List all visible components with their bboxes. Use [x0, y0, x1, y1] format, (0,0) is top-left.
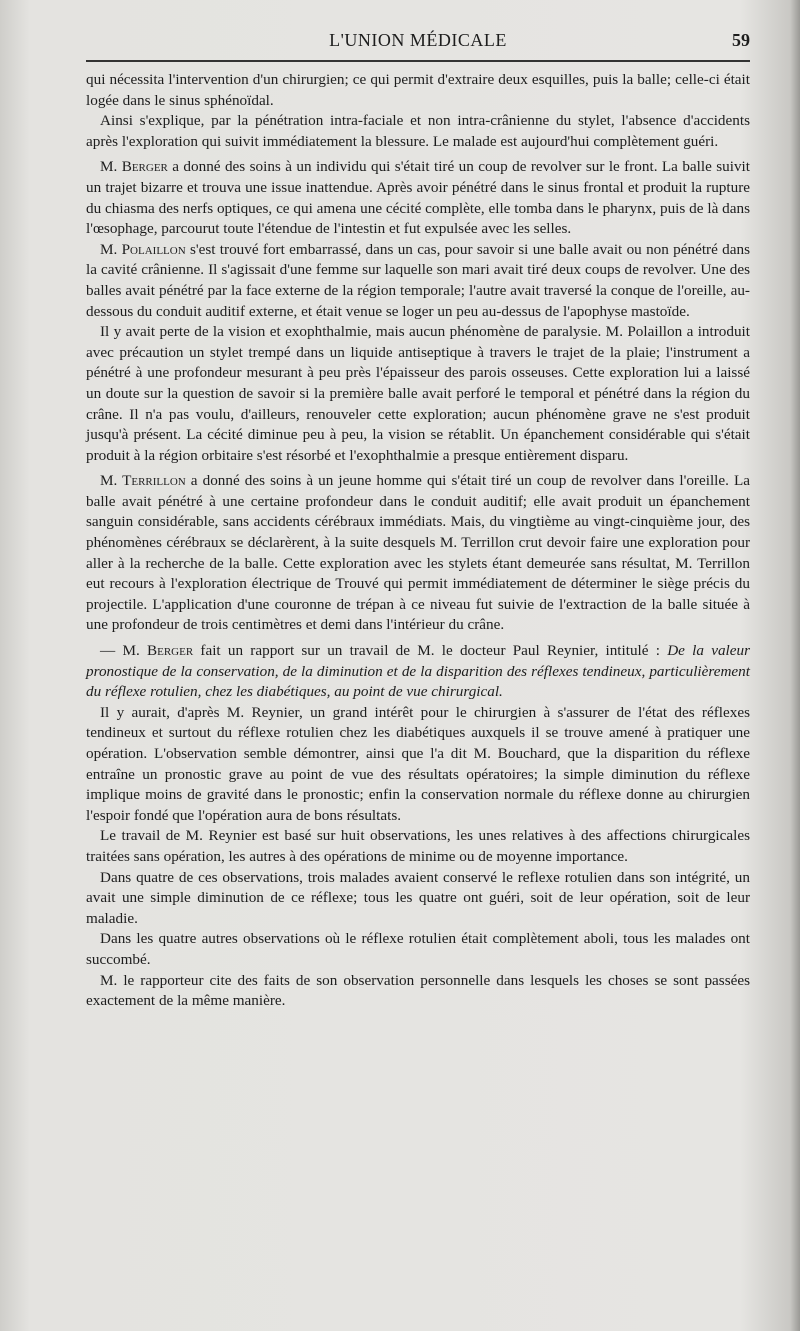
paragraph-text: Ainsi s'explique, par la pénétration intra-faciale et non intra-crânienne du stylet, l'absence d'accidents après l'exploration qui suivit immédiatement la blessure. Le malade est aujourd'hui complètement guéri.	[86, 112, 750, 150]
paragraph	[86, 826, 750, 867]
author-name: M. Berger	[122, 642, 194, 660]
paragraph	[86, 157, 750, 239]
author-name: M. Berger	[100, 158, 168, 176]
paragraph-text: s'est trouvé fort embarrassé, dans un cas, pour savoir si une balle avait ou non pénétré dans la cavité crânienne. Il s'agissait d'une femme sur laquelle son mari avait tiré deux coups de revolver. Une des balles avait pénétré par la face externe de la région temporale; l'autre avait traversé la conque de l'oreille, au-dessous du conduit auditif externe, et était venue se loger un peu au-dessus de l'apophyse mastoïde.	[86, 240, 750, 320]
paragraph	[86, 641, 750, 703]
paragraph	[86, 111, 750, 152]
author-name: M. Terrillon	[100, 472, 186, 490]
paragraph	[86, 322, 750, 466]
paragraph	[86, 868, 750, 930]
paragraph-text: Il y aurait, d'après M. Reynier, un grand intérêt pour le chirurgien à s'assurer de l'état des réflexes tendineux et surtout du réflexe rotulien chez les diabétiques auxquels il se trouve amené à pratiquer une opération. L'observation semble démontrer, ainsi que l'a dit M. Bouchard, que la disparition du réflexe entraîne un pronostic grave au point de vue des résultats opératoires; la simple diminution du réflexe implique moins de gravité dans le pronostic; enfin la conservation normale du réflexe donne au chirurgien l'espoir fondé que l'opération aura de bons résultats.	[86, 703, 750, 824]
dash-prefix: —	[100, 642, 123, 660]
page-number: 59	[732, 30, 750, 50]
paragraph	[86, 971, 750, 1012]
header-rule	[86, 60, 750, 62]
author-name: M. Polaillon	[100, 240, 186, 258]
paragraph-text: fait un rapport sur un travail de M. le docteur Paul Reynier, intitulé :	[193, 642, 668, 660]
paragraph	[86, 70, 750, 111]
work-title: De la valeur pronostique de la conservation, de la diminution et de la disparition des réflexes tendineux, particulièrement du réflexe rotulien, chez les diabétiques, au point de vue chirurgical.	[86, 642, 750, 701]
article-body	[86, 70, 750, 1012]
paragraph-text: a donné des soins à un individu qui s'était tiré un coup de revolver sur le front. La balle suivit un trajet bizarre et trouva une issue inattendue. Après avoir pénétré dans le sinus frontal et produit la rupture du chiasma des nerfs optiques, ce qui amena une cécité complète, elle tomba dans le pharynx, puis de là dans l'œsophage, parcourut toute l'étendue de l'intestin et fut expulsée avec les selles.	[86, 158, 750, 238]
paragraph-text: qui nécessita l'intervention d'un chirurgien; ce qui permit d'extraire deux esquilles, puis la balle; celle-ci était logée dans le sinus sphénoïdal.	[86, 71, 750, 109]
paragraph-text: Il y avait perte de la vision et exophthalmie, mais aucun phénomène de paralysie. M. Polaillon a introduit avec précaution un stylet trempé dans un liquide antiseptique à travers le trajet de la plaie; l'instrument a pénétré à une profondeur mesurant à peu près l'épaisseur des parois osseuses. Cette exploration lui a laissé un doute sur la question de savoir si la première balle avait perforé le temporal et pénétré dans la région du crâne. Il n'a pas voulu, d'ailleurs, renouveler cette exploration; aucun phénomène grave ne s'est produit jusqu'à présent. La cécité diminue peu à peu, la vision se rétablit. Un épanchement considérable qui s'était produit à la région orbitaire s'est résorbé et l'exophthalmie a presque entièrement disparu.	[86, 323, 750, 464]
paragraph-text: M. le rapporteur cite des faits de son observation personnelle dans lesquels les choses se sont passées exactement de la même manière.	[86, 971, 750, 1010]
paragraph	[86, 703, 750, 827]
page-header	[86, 30, 750, 60]
paragraph-text: a donné des soins à un jeune homme qui s'était tiré un coup de revolver dans l'oreille. La balle avait pénétré à une certaine profondeur dans le conduit auditif; elle avait produit un épanchement sanguin considérable, sans accidents cérébraux immédiats. Mais, du vingtième au vingt-cinquième jour, des phénomènes cérébraux se déclarèrent, à la suite desquels M. Terrillon crut devoir faire une exploration pour aller à la recherche de la balle. Cette exploration avec les stylets étant demeurée sans résultat, M. Terrillon eut recours à l'exploration électrique de Trouvé qui permit immédiatement de déterminer le siège précis du projectile. L'application d'une couronne de trépan à ce niveau fut suivie de l'extraction de la balle située à une profondeur de trois centimètres et demi dans l'intérieur du crâne.	[86, 472, 750, 634]
paragraph-text: Dans les quatre autres observations où le réflexe rotulien était complètement aboli, tous les malades ont succombé.	[86, 930, 750, 968]
paragraph	[86, 471, 750, 636]
paragraph-text: Le travail de M. Reynier est basé sur huit observations, les unes relatives à des affections chirurgicales traitées sans opération, les autres à des opérations de minime ou de moyenne importance.	[86, 827, 750, 865]
running-title: L'UNION MÉDICALE	[329, 30, 507, 50]
paragraph-text: Dans quatre de ces observations, trois malades avaient conservé le reflexe rotulien dans son intégrité, un avait une simple diminution de ce réflexe; tous les quatre ont guéri, soit de leur opération, soit de leur maladie.	[86, 868, 750, 927]
paragraph	[86, 240, 750, 322]
paragraph	[86, 929, 750, 970]
